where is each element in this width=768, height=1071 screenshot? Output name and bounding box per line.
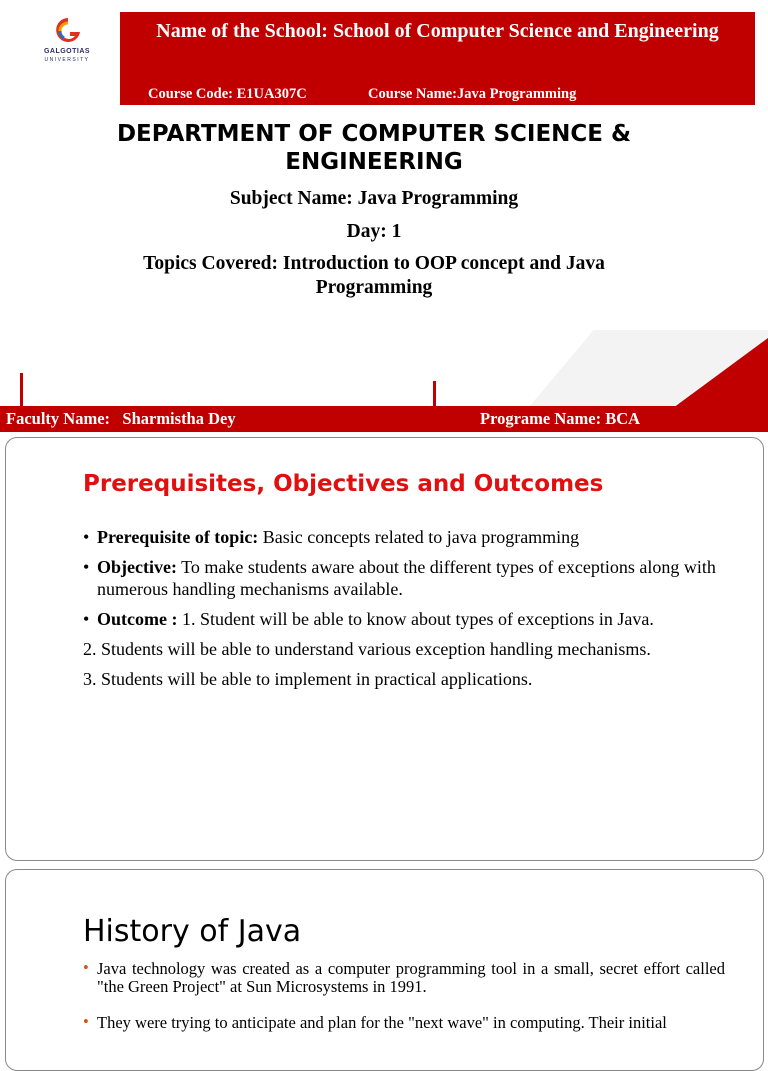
bullet: • xyxy=(83,557,90,577)
objectives-list xyxy=(83,526,743,698)
slide-title: Prerequisites, Objectives and Outcomes xyxy=(83,471,604,497)
objectives-slide xyxy=(5,437,764,861)
subject-name: Subject Name: Java Programming xyxy=(229,188,519,209)
bullet: • xyxy=(83,527,90,547)
list-item: 2. Students will be able to understand various exception handling mechanisms. xyxy=(83,639,651,659)
faculty-name: Faculty Name: Sharmistha Dey xyxy=(6,409,236,428)
list-item xyxy=(83,608,743,630)
item-label: Objective: xyxy=(97,557,177,577)
programme-name: Programe Name: BCA xyxy=(480,409,641,428)
decorative-line xyxy=(20,373,23,409)
slide-footer xyxy=(0,406,768,432)
item-text: They were trying to anticipate and plan for the "next wave" in computing. Their initial xyxy=(97,1013,667,1032)
list-item: 3. Students will be able to implement in practical applications. xyxy=(83,669,533,689)
slide-title: History of Java xyxy=(83,914,302,949)
galgotias-logo-icon xyxy=(54,16,82,46)
course-code: Course Code: E1UA307C xyxy=(148,86,307,102)
title-slide xyxy=(0,0,768,432)
list-item xyxy=(83,526,743,548)
bullet: • xyxy=(83,609,90,629)
university-logo xyxy=(22,14,112,70)
school-name: Name of the School: School of Computer Science and Engineering xyxy=(156,20,719,42)
item-text: Java technology was created as a computer programming tool in a small, secret effort called "the Green Project" at Sun Microsystems in 1991. xyxy=(97,959,725,996)
decorative-triangle xyxy=(673,338,768,408)
bullet: • xyxy=(83,958,89,977)
logo-subtitle: UNIVERSITY xyxy=(44,57,90,63)
item-text: 1. Student will be able to know about types of exceptions in Java. xyxy=(177,609,654,629)
day-label: Day: 1 xyxy=(346,221,402,242)
course-name: Course Name:Java Programming xyxy=(368,86,577,102)
decorative-line xyxy=(433,381,436,407)
list-item xyxy=(83,960,725,996)
topics-covered: Topics Covered: Introduction to OOP concept and Java Programming xyxy=(143,253,605,298)
logo-name: GALGOTIAS xyxy=(43,48,91,55)
list-item xyxy=(83,556,743,600)
item-label: Outcome : xyxy=(97,609,178,629)
item-label: Prerequisite of topic: xyxy=(97,527,259,547)
list-item xyxy=(83,1014,725,1032)
item-text: To make students aware about the different types of exceptions along with numerous handling mechanisms available. xyxy=(97,557,716,599)
bullet: • xyxy=(83,1012,89,1031)
item-text: Basic concepts related to java programming xyxy=(258,527,580,547)
history-list xyxy=(83,960,725,1050)
school-banner xyxy=(120,12,755,105)
history-slide xyxy=(5,869,764,1071)
department-heading: DEPARTMENT OF COMPUTER SCIENCE & ENGINEERING xyxy=(116,121,632,175)
